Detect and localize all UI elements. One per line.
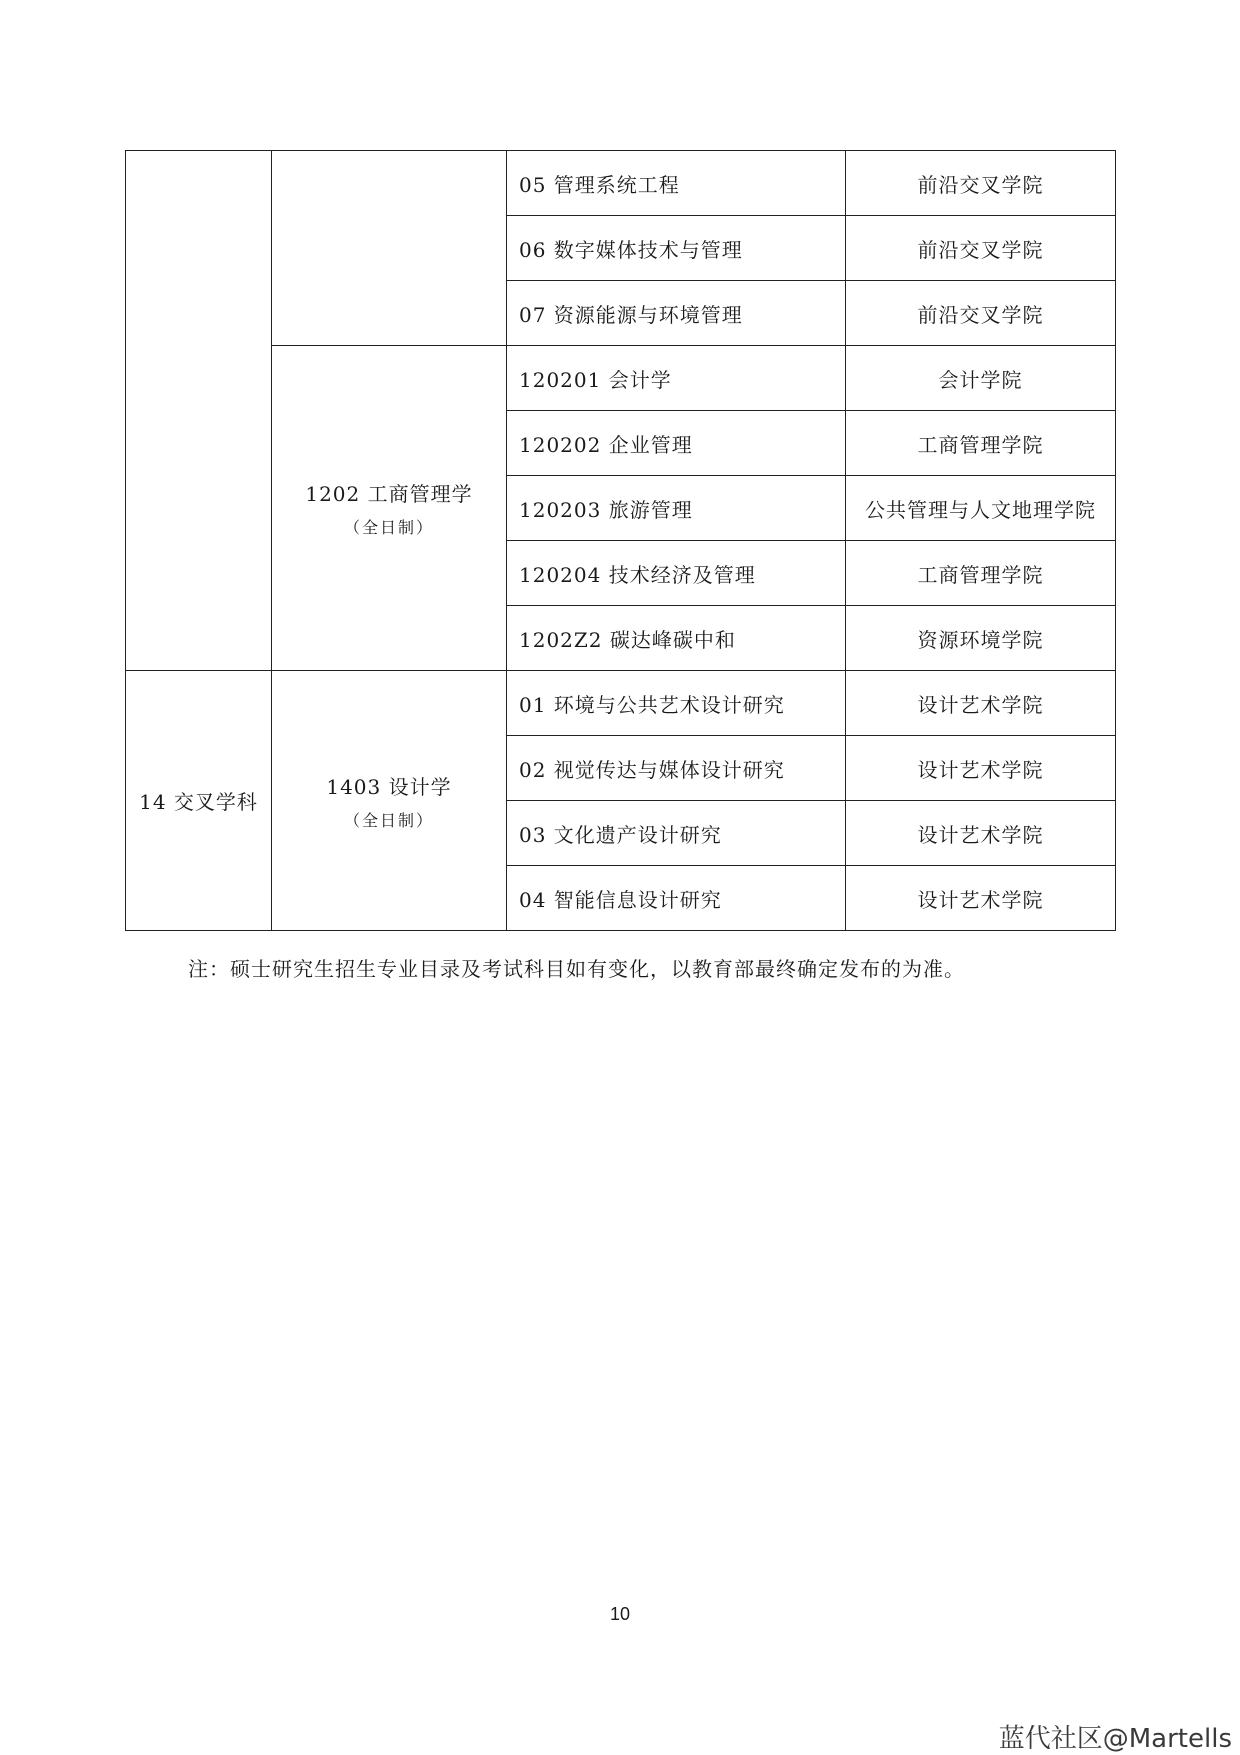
table-row <box>126 346 1116 411</box>
college-cell: 公共管理与人文地理学院 <box>846 476 1116 541</box>
subject-name: 1202 工商管理学 <box>305 482 473 506</box>
college-cell: 前沿交叉学院 <box>846 216 1116 281</box>
specialty-cell: 06 数字媒体技术与管理 <box>507 216 846 281</box>
specialty-cell: 07 资源能源与环境管理 <box>507 281 846 346</box>
specialty-cell: 120203 旅游管理 <box>507 476 846 541</box>
watermark: 蓝代社区@Martells <box>998 1724 1232 1754</box>
specialty-cell: 1202Z2 碳达峰碳中和 <box>507 606 846 671</box>
table-row <box>126 151 1116 216</box>
college-cell: 前沿交叉学院 <box>846 151 1116 216</box>
college-cell: 设计艺术学院 <box>846 671 1116 736</box>
college-cell: 设计艺术学院 <box>846 736 1116 801</box>
category-cell-empty <box>126 151 272 671</box>
college-cell: 资源环境学院 <box>846 606 1116 671</box>
subject-name: 1403 设计学 <box>326 774 452 799</box>
study-mode: （全日制） <box>343 810 434 830</box>
table-row <box>126 671 1116 736</box>
page-number: 10 <box>609 1604 631 1624</box>
footnote: 注：硕士研究生招生专业目录及考试科目如有变化，以教育部最终确定发布的为准。 <box>188 957 965 981</box>
subject-cell-1403 <box>272 671 507 931</box>
specialty-cell: 03 文化遗产设计研究 <box>507 801 846 866</box>
college-cell: 设计艺术学院 <box>846 866 1116 931</box>
specialty-cell: 120202 企业管理 <box>507 411 846 476</box>
study-mode: （全日制） <box>343 518 434 537</box>
specialty-cell: 120204 技术经济及管理 <box>507 541 846 606</box>
category-cell-14: 14 交叉学科 <box>126 671 272 931</box>
specialty-cell: 120201 会计学 <box>507 346 846 411</box>
college-cell: 工商管理学院 <box>846 411 1116 476</box>
subject-cell-empty <box>272 151 507 346</box>
college-cell: 工商管理学院 <box>846 541 1116 606</box>
college-cell: 前沿交叉学院 <box>846 281 1116 346</box>
catalog-table <box>125 150 1116 931</box>
specialty-cell: 01 环境与公共艺术设计研究 <box>507 671 846 736</box>
subject-cell-1202 <box>272 346 507 671</box>
specialty-cell: 05 管理系统工程 <box>507 151 846 216</box>
specialty-cell: 04 智能信息设计研究 <box>507 866 846 931</box>
college-cell: 设计艺术学院 <box>846 801 1116 866</box>
specialty-cell: 02 视觉传达与媒体设计研究 <box>507 736 846 801</box>
college-cell: 会计学院 <box>846 346 1116 411</box>
